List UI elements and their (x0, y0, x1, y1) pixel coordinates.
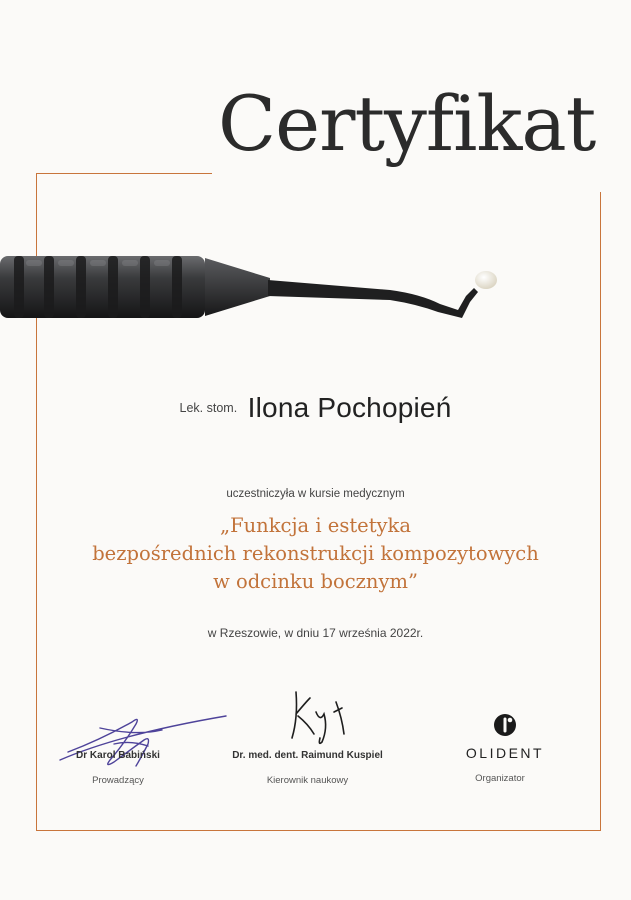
recipient-name: Ilona Pochopień (247, 392, 452, 423)
course-title-line: bezpośrednich rekonstrukcji kompozytowych (92, 542, 539, 565)
signature-raimund-kuspiel (280, 688, 370, 748)
certificate-title: Certyfikat (218, 79, 596, 168)
participation-text: uczestniczyła w kursie medycznym (226, 488, 405, 500)
recipient-line (0, 392, 631, 424)
course-title-line: w odcinku bocznym” (213, 570, 418, 593)
signatory-role: Prowadzący (92, 775, 144, 786)
organizer-logo (465, 712, 545, 761)
organizer-role: Organizator (475, 773, 525, 784)
signatory-raimund-kuspiel (200, 750, 415, 786)
signatory-role: Kierownik naukowy (266, 775, 349, 786)
course-title (0, 512, 631, 596)
signatory-name: Dr Karol Babiński (76, 750, 160, 761)
dental-instrument-icon (0, 238, 520, 338)
recipient-prefix: Lek. stom. (179, 401, 238, 415)
signatory-karol-babinski (58, 750, 178, 786)
organizer-block (455, 773, 545, 784)
place-and-date: w Rzeszowie, w dniu 17 września 2022r. (207, 626, 424, 640)
course-title-line: „Funkcja i estetyka (219, 514, 411, 537)
organizer-logo-text: OLIDENT (465, 745, 545, 761)
olident-logo-icon (492, 712, 518, 738)
signatory-name: Dr. med. dent. Raimund Kuspiel (232, 750, 383, 761)
